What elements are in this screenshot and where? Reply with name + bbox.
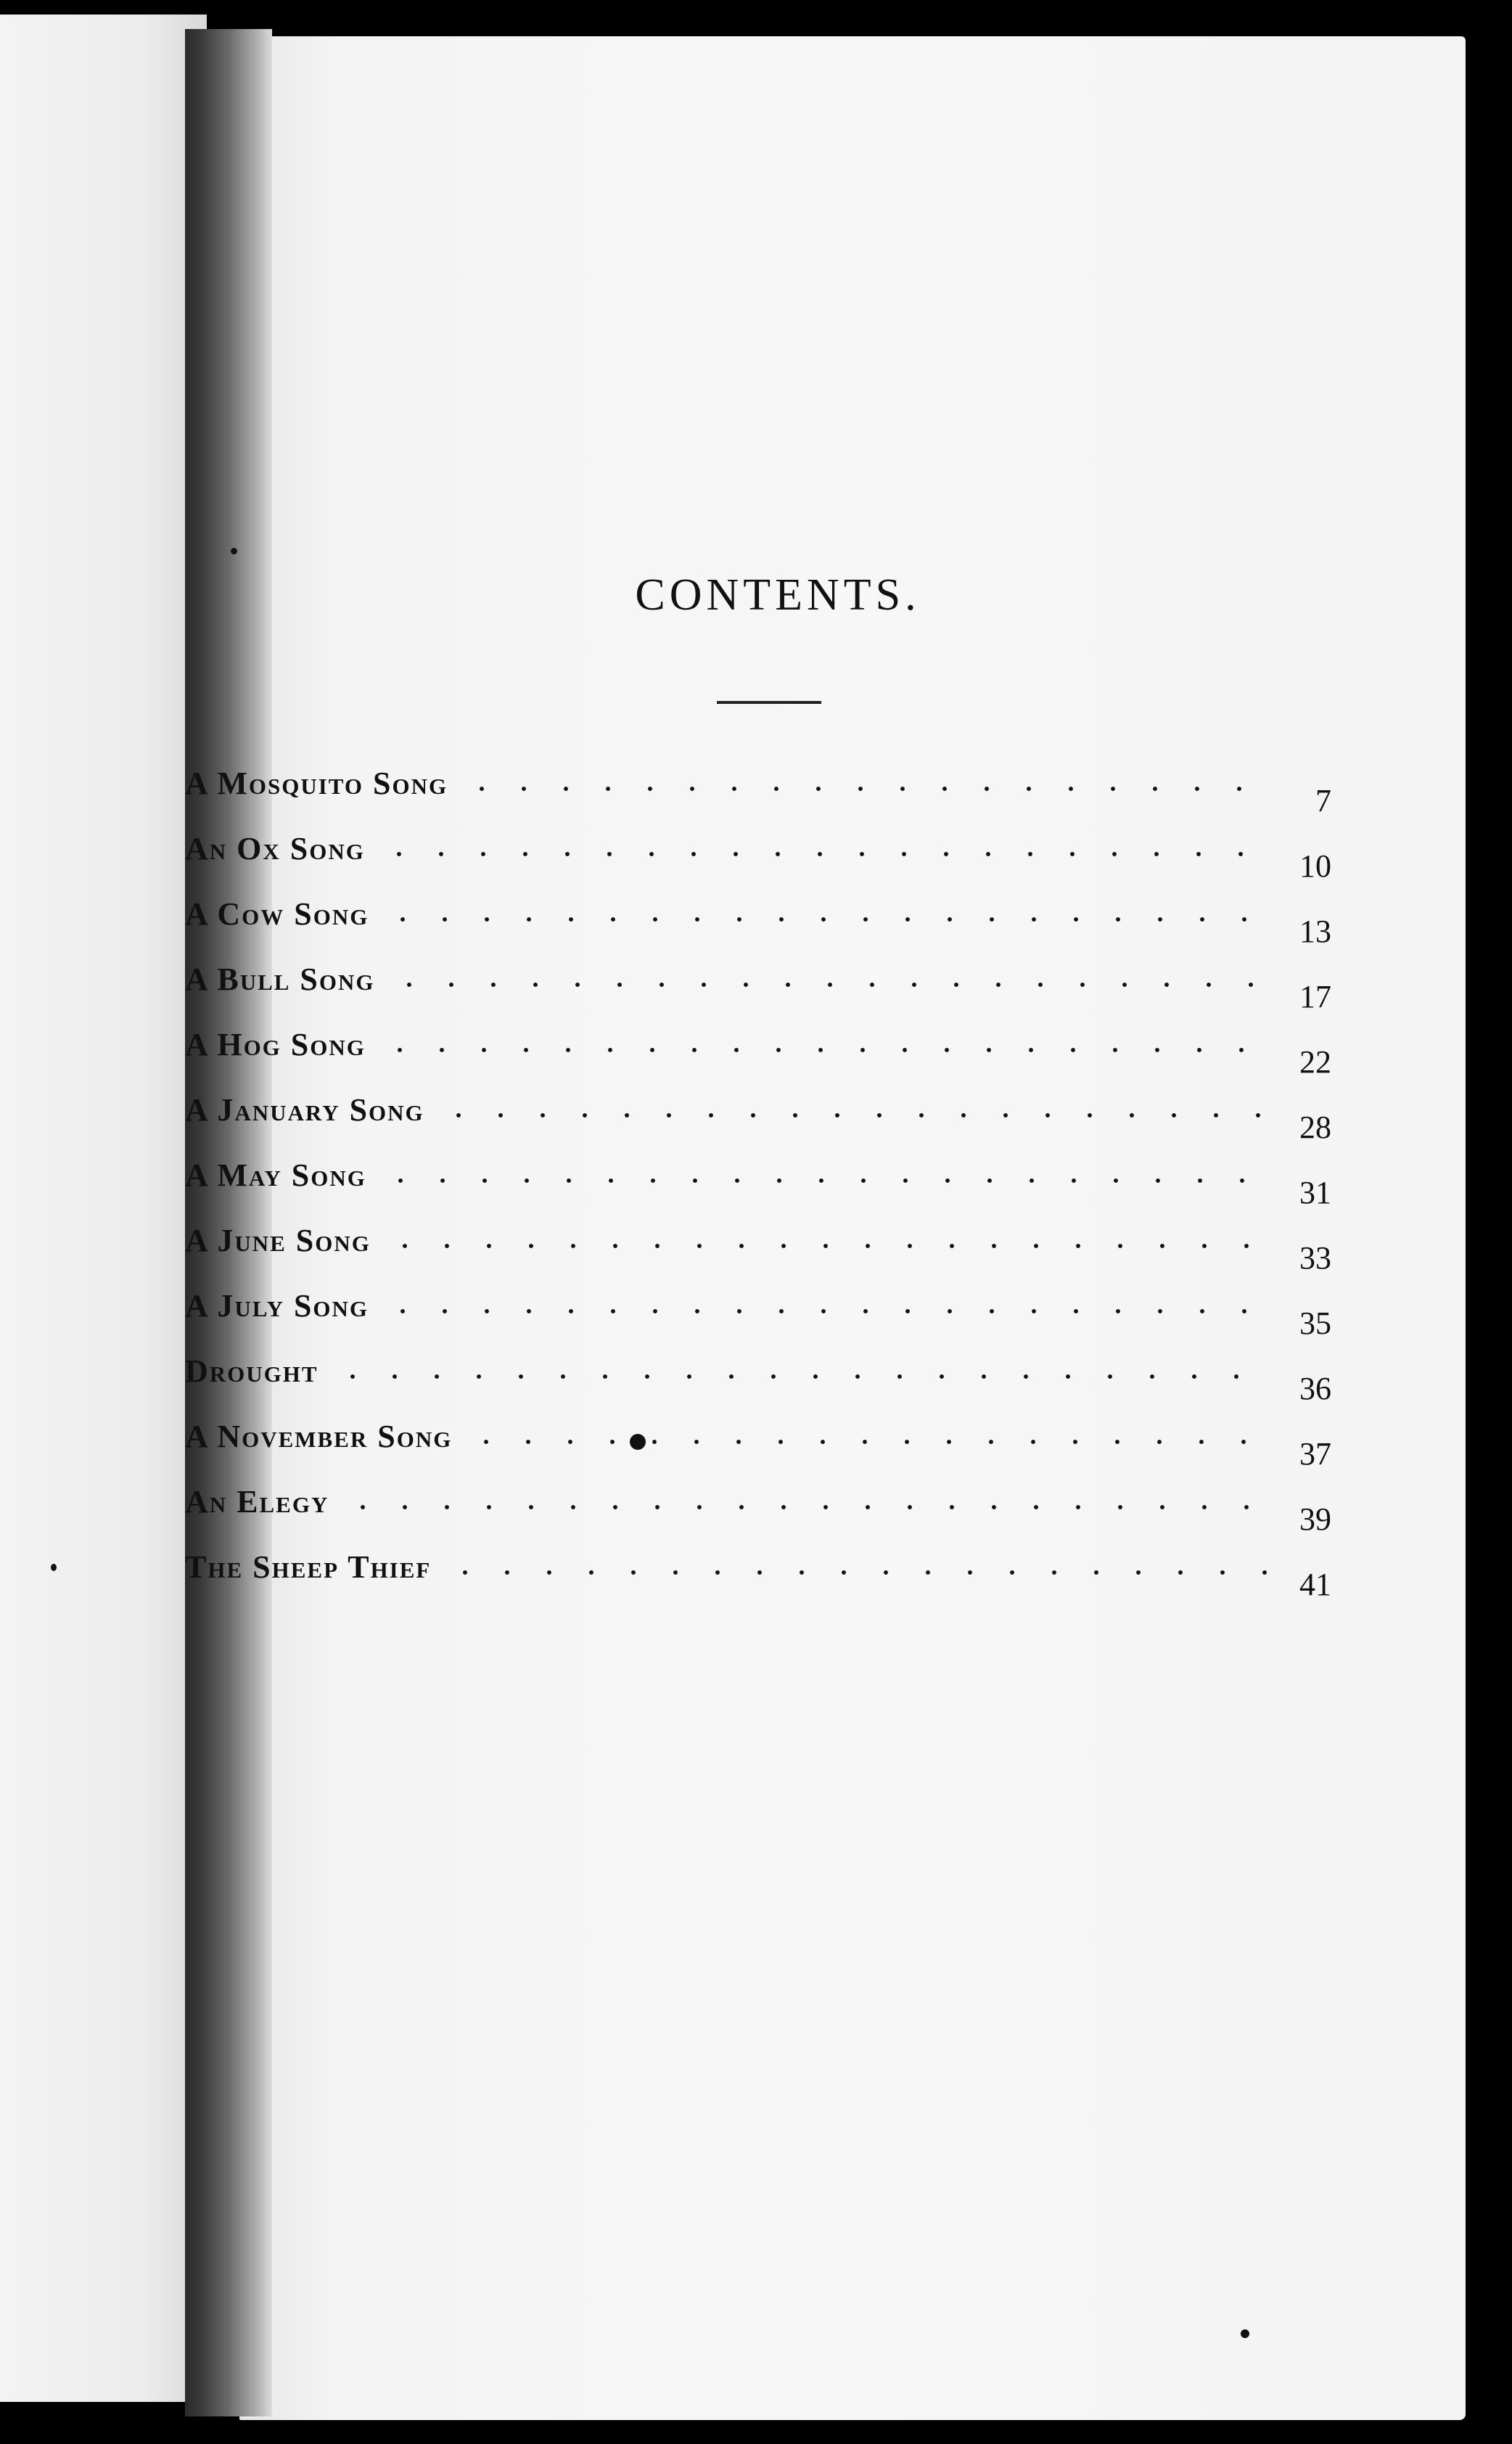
toc-entry-title: A Cow Song	[185, 896, 369, 932]
toc-page-number: 7	[1315, 783, 1331, 819]
toc-entry-title: A June Song	[185, 1223, 371, 1258]
toc-page-number: 13	[1299, 914, 1331, 949]
dot-leader	[379, 1048, 1273, 1052]
toc-row	[185, 1466, 1331, 1537]
toc-page-number: 41	[1299, 1567, 1331, 1602]
dot-leader	[437, 1113, 1273, 1118]
left-page	[0, 15, 207, 2402]
toc-row	[185, 1074, 1331, 1145]
toc-entry-title: A May Song	[185, 1157, 366, 1193]
dot-leader	[388, 983, 1273, 987]
toc-page-number: 37	[1299, 1436, 1331, 1472]
toc-entry-title: A January Song	[185, 1092, 424, 1128]
toc-row	[185, 943, 1331, 1014]
dot-leader	[461, 787, 1273, 791]
toc-page-number: 31	[1299, 1175, 1331, 1210]
dot-leader	[378, 852, 1273, 856]
toc-entry-title: An Ox Song	[185, 831, 365, 866]
dot-leader	[444, 1570, 1273, 1575]
toc-row	[185, 747, 1331, 819]
ink-speck	[51, 1564, 57, 1571]
toc-page-number: 39	[1299, 1501, 1331, 1537]
toc-page-number: 36	[1299, 1371, 1331, 1406]
toc-row	[185, 1205, 1331, 1276]
ink-speck	[1241, 2329, 1249, 2338]
toc-row	[185, 1139, 1331, 1210]
table-of-contents	[185, 747, 1331, 1602]
toc-row	[185, 1335, 1331, 1406]
toc-row	[185, 1009, 1331, 1080]
toc-page-number: 17	[1299, 979, 1331, 1014]
dot-leader	[384, 1244, 1273, 1248]
toc-entry-title: A July Song	[185, 1288, 369, 1324]
toc-row	[185, 878, 1331, 949]
dot-leader	[332, 1374, 1273, 1379]
ink-speck	[231, 548, 237, 554]
dot-leader	[465, 1440, 1273, 1444]
toc-page-number: 35	[1299, 1305, 1331, 1341]
toc-entry-title: Drought	[185, 1353, 319, 1389]
page-title: CONTENTS.	[635, 570, 921, 620]
toc-page-number: 33	[1299, 1240, 1331, 1276]
toc-entry-title: A Bull Song	[185, 961, 375, 997]
toc-page-number: 22	[1299, 1044, 1331, 1080]
toc-entry-title: The Sheep Thief	[185, 1549, 432, 1585]
toc-entry-title: A November Song	[185, 1419, 453, 1454]
toc-entry-title: A Mosquito Song	[185, 766, 448, 801]
toc-row	[185, 1270, 1331, 1341]
toc-row	[185, 1531, 1331, 1602]
dot-leader	[379, 1178, 1273, 1183]
title-rule	[717, 701, 821, 704]
ink-speck	[630, 1434, 646, 1450]
toc-entry-title: A Hog Song	[185, 1027, 366, 1062]
toc-page-number: 10	[1299, 848, 1331, 884]
dot-leader	[382, 1309, 1273, 1313]
toc-entry-title: An Elegy	[185, 1484, 329, 1520]
dot-leader	[342, 1505, 1273, 1509]
toc-page-number: 28	[1299, 1110, 1331, 1145]
dot-leader	[382, 917, 1273, 922]
toc-row	[185, 813, 1331, 884]
toc-row	[185, 1401, 1331, 1472]
